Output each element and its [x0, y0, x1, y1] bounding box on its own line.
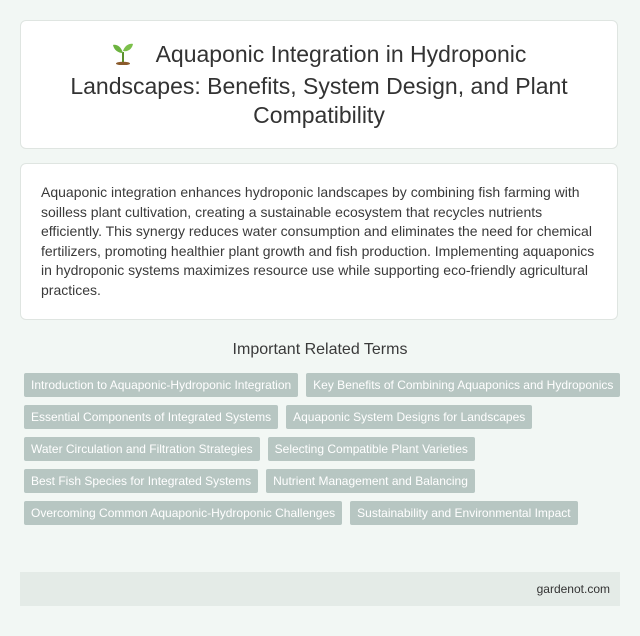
related-term-tag[interactable]: Essential Components of Integrated Systems [24, 405, 278, 429]
related-term-tag[interactable]: Sustainability and Environmental Impact [350, 501, 577, 525]
footer-bar [20, 572, 620, 606]
related-term-tag[interactable]: Key Benefits of Combining Aquaponics and Hydroponics [306, 373, 620, 397]
summary-card [20, 163, 618, 320]
title-card [20, 20, 618, 149]
sprout-icon [112, 41, 134, 72]
page-title-text: Aquaponic Integration in Hydroponic Landscapes: Benefits, System Design, and Plant Compatibility [70, 40, 568, 128]
related-term-tag[interactable]: Nutrient Management and Balancing [266, 469, 475, 493]
related-term-tag[interactable]: Overcoming Common Aquaponic-Hydroponic Challenges [24, 501, 342, 525]
related-term-tag[interactable]: Best Fish Species for Integrated Systems [24, 469, 258, 493]
related-term-tag[interactable]: Water Circulation and Filtration Strategies [24, 437, 260, 461]
related-term-tag[interactable]: Introduction to Aquaponic-Hydroponic Integration [24, 373, 298, 397]
related-terms-list [24, 373, 624, 525]
page-title [51, 40, 587, 130]
related-term-tag[interactable]: Aquaponic System Designs for Landscapes [286, 405, 532, 429]
related-terms-heading: Important Related Terms [232, 341, 408, 358]
summary-text: Aquaponic integration enhances hydroponic landscapes by combining fish farming with soilless plant cultivation, creating a sustainable ecosystem that recycles nutrients efficiently. This synergy reduces water consumption and eliminates the need for chemical fertilizers, promoting healthier plant growth and fish production. Implementing aquaponics in hydroponic systems maximizes resource use while supporting eco-friendly agricultural practices. [41, 184, 595, 298]
related-term-tag[interactable]: Selecting Compatible Plant Varieties [268, 437, 475, 461]
footer-site-link[interactable]: gardenot.com [536, 582, 610, 596]
